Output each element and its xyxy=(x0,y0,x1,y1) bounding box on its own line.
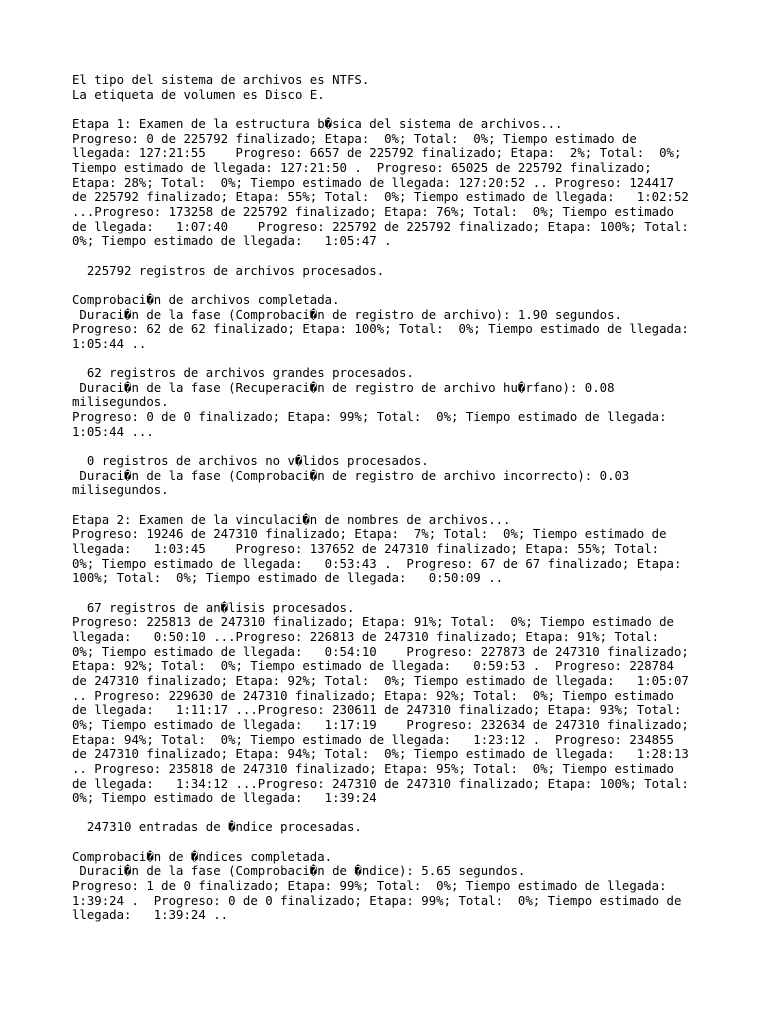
document-line: 0%; Tiempo estimado de llegada: 1:17:19 Progreso: 232634 de 247310 finalizado; xyxy=(72,717,689,732)
document-line: Tiempo estimado de llegada: 127:21:50 . Progreso: 65025 de 225792 finalizado; xyxy=(72,160,652,175)
document-line: Progreso: 62 de 62 finalizado; Etapa: 100%; Total: 0%; Tiempo estimado de llegada: xyxy=(72,322,689,337)
document-line: 0%; Tiempo estimado de llegada: 0:54:10 Progreso: 227873 de 247310 finalizado; xyxy=(72,644,689,659)
document-line: 100%; Total: 0%; Tiempo estimado de llegada: 0:50:09 .. xyxy=(72,571,504,586)
document-line: 247310 entradas de �ndice procesadas. xyxy=(72,820,362,835)
document-line: .. Progreso: 229630 de 247310 finalizado; Etapa: 92%; Total: 0%; Tiempo estimado xyxy=(72,688,674,703)
document-line: de 225792 finalizado; Etapa: 55%; Total: 0%; Tiempo estimado de llegada: 1:02:52 xyxy=(72,190,689,205)
document-line: Duraci�n de la fase (Recuperaci�n de registro de archivo hu�rfano): 0.08 xyxy=(72,380,615,395)
document-line: Progreso: 225813 de 247310 finalizado; Etapa: 91%; Total: 0%; Tiempo estimado de xyxy=(72,615,674,630)
document-line: llegada: 0:50:10 ...Progreso: 226813 de 247310 finalizado; Etapa: 91%; Total: xyxy=(72,629,660,644)
document-line: Etapa 1: Examen de la estructura b�sica del sistema de archivos... xyxy=(72,116,563,131)
document-line: 67 registros de an�lisis procesados. xyxy=(72,600,355,615)
document-line: Progreso: 0 de 225792 finalizado; Etapa: 0%; Total: 0%; Tiempo estimado de xyxy=(72,131,637,146)
document-line: milisegundos. xyxy=(72,483,169,498)
document-line: Duraci�n de la fase (Comprobaci�n de registro de archivo incorrecto): 0.03 xyxy=(72,468,630,483)
document-line: Duraci�n de la fase (Comprobaci�n de registro de archivo): 1.90 segundos. xyxy=(72,307,622,322)
document-line: Comprobaci�n de �ndices completada. xyxy=(72,849,333,864)
document-line: milisegundos. xyxy=(72,395,169,410)
document-line: Etapa: 94%; Total: 0%; Tiempo estimado de llegada: 1:23:12 . Progreso: 234855 xyxy=(72,732,674,747)
document-line: de 247310 finalizado; Etapa: 94%; Total: 0%; Tiempo estimado de llegada: 1:28:13 xyxy=(72,747,689,762)
document-line: llegada: 1:39:24 .. xyxy=(72,908,229,923)
document-line: Progreso: 19246 de 247310 finalizado; Etapa: 7%; Total: 0%; Tiempo estimado de xyxy=(72,527,667,542)
document-line: Progreso: 0 de 0 finalizado; Etapa: 99%; Total: 0%; Tiempo estimado de llegada: xyxy=(72,410,667,425)
document-line: La etiqueta de volumen es Disco E. xyxy=(72,87,325,102)
document-line: Etapa 2: Examen de la vinculaci�n de nombres de archivos... xyxy=(72,512,511,527)
document-line: 0%; Tiempo estimado de llegada: 1:39:24 xyxy=(72,791,377,806)
document-line: 0%; Tiempo estimado de llegada: 1:05:47 . xyxy=(72,234,392,249)
document-line: El tipo del sistema de archivos es NTFS. xyxy=(72,73,370,87)
document-line: Etapa: 28%; Total: 0%; Tiempo estimado de llegada: 127:20:52 .. Progreso: 124417 xyxy=(72,175,674,190)
document-line: 1:39:24 . Progreso: 0 de 0 finalizado; Etapa: 99%; Total: 0%; Tiempo estimado de xyxy=(72,893,682,908)
document-line: llegada: 1:03:45 Progreso: 137652 de 247310 finalizado; Etapa: 55%; Total: xyxy=(72,542,660,556)
document-line: 1:05:44 ... xyxy=(72,424,154,439)
document-line: ...Progreso: 173258 de 225792 finalizado; Etapa: 76%; Total: 0%; Tiempo estimado xyxy=(72,204,674,219)
document-body xyxy=(72,73,712,923)
document-line: de llegada: 1:34:12 ...Progreso: 247310 de 247310 finalizado; Etapa: 100%; Total: xyxy=(72,776,689,791)
document-line: de llegada: 1:07:40 Progreso: 225792 de 225792 finalizado; Etapa: 100%; Total: xyxy=(72,219,689,234)
document-line: Comprobaci�n de archivos completada. xyxy=(72,292,340,307)
document-line: 225792 registros de archivos procesados. xyxy=(72,263,385,278)
document-line: de llegada: 1:11:17 ...Progreso: 230611 de 247310 finalizado; Etapa: 93%; Total: xyxy=(72,703,682,718)
document-line: Duraci�n de la fase (Comprobaci�n de �ndice): 5.65 segundos. xyxy=(72,864,526,879)
document-line: 62 registros de archivos grandes procesados. xyxy=(72,366,414,381)
document-line: .. Progreso: 235818 de 247310 finalizado; Etapa: 95%; Total: 0%; Tiempo estimado xyxy=(72,761,674,776)
document-line: 1:05:44 .. xyxy=(72,336,147,351)
document-line: Progreso: 1 de 0 finalizado; Etapa: 99%; Total: 0%; Tiempo estimado de llegada: xyxy=(72,879,667,894)
document-line: de 247310 finalizado; Etapa: 92%; Total: 0%; Tiempo estimado de llegada: 1:05:07 xyxy=(72,673,689,688)
document-line: 0%; Tiempo estimado de llegada: 0:53:43 . Progreso: 67 de 67 finalizado; Etapa: xyxy=(72,556,682,571)
document-line: 0 registros de archivos no v�lidos procesados. xyxy=(72,454,429,469)
document-line: llegada: 127:21:55 Progreso: 6657 de 225792 finalizado; Etapa: 2%; Total: 0%; xyxy=(72,146,682,161)
document-line: Etapa: 92%; Total: 0%; Tiempo estimado de llegada: 0:59:53 . Progreso: 228784 xyxy=(72,659,674,674)
